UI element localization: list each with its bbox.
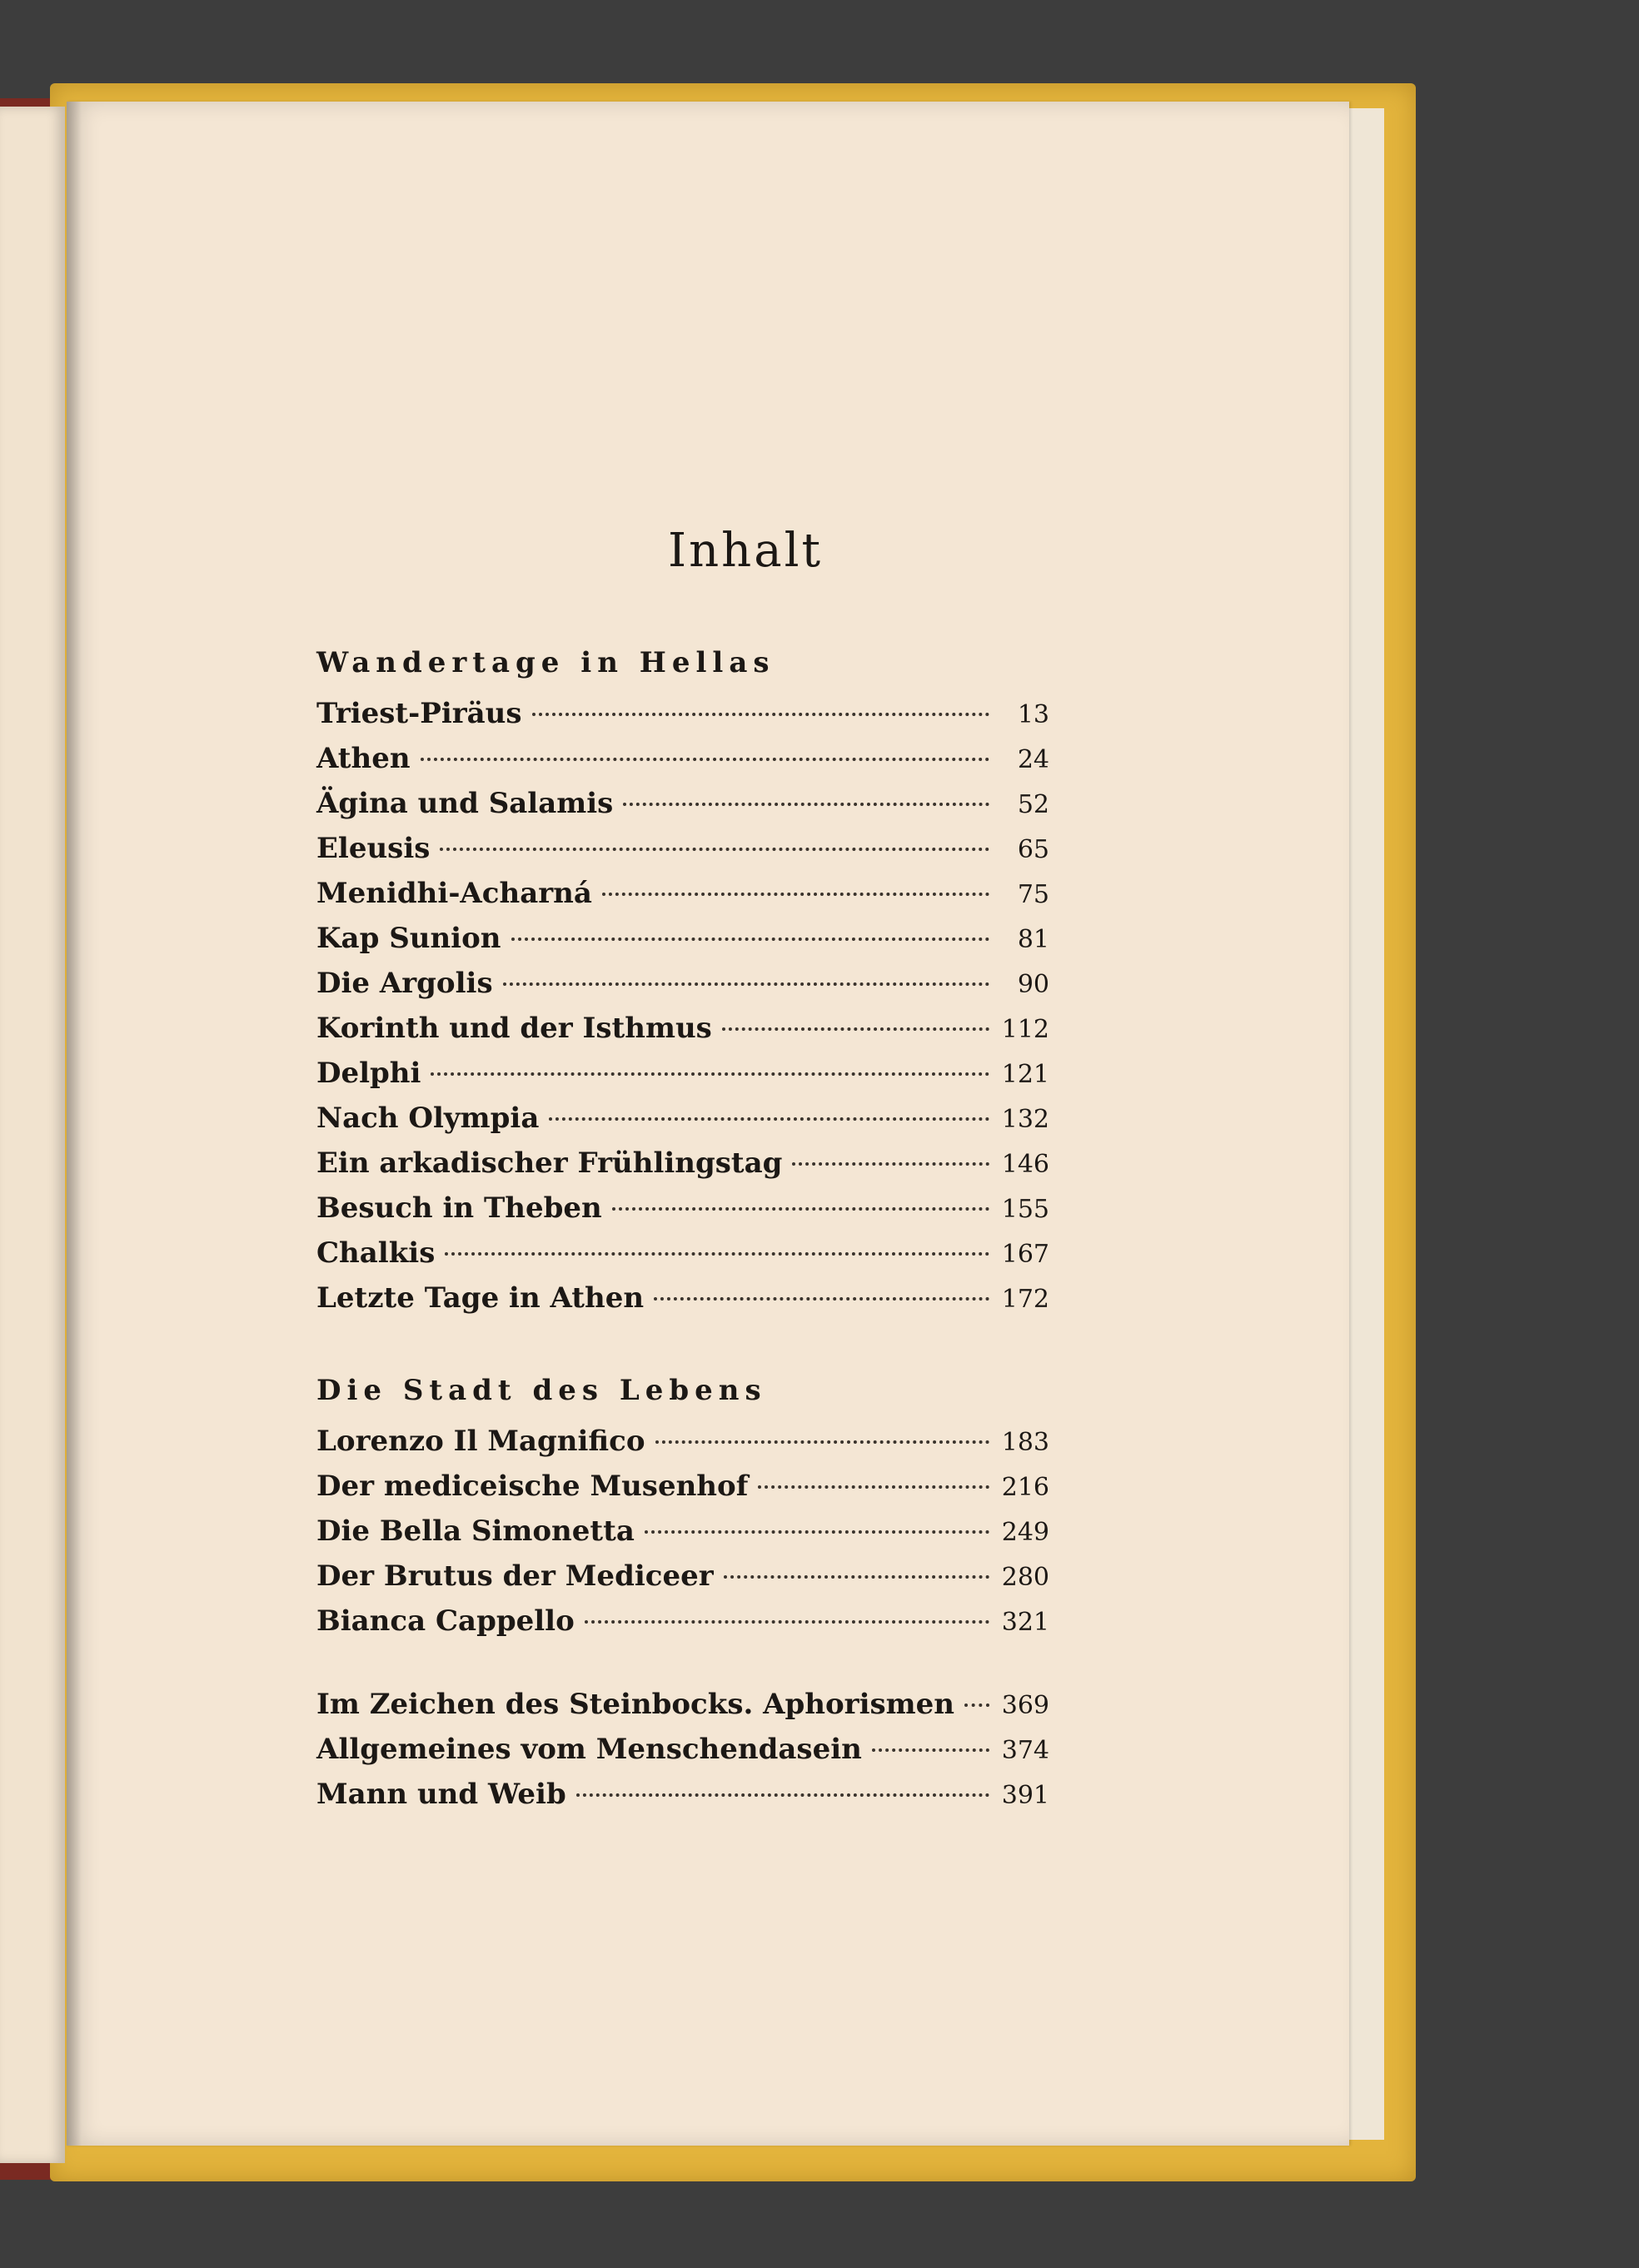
entry-title: Letzte Tage in Athen xyxy=(316,1281,645,1315)
dot-leader xyxy=(724,1575,989,1579)
toc-entry xyxy=(316,826,1049,871)
dot-leader xyxy=(758,1485,989,1489)
dot-leader xyxy=(602,893,989,896)
entry-page-number: 146 xyxy=(1001,1150,1049,1179)
entry-page-number: 132 xyxy=(1001,1105,1049,1134)
entry-page-number: 280 xyxy=(1001,1563,1049,1592)
toc-entry xyxy=(316,1419,1049,1464)
entry-title: Chalkis xyxy=(316,1236,436,1270)
toc-entry xyxy=(316,691,1049,736)
table-of-contents xyxy=(316,518,1049,1817)
dot-leader xyxy=(421,758,989,761)
entry-page-number: 75 xyxy=(1017,880,1049,909)
toc-entry xyxy=(316,1096,1049,1141)
entry-title: Delphi xyxy=(316,1057,421,1090)
dot-leader xyxy=(576,1793,989,1797)
toc-entry xyxy=(316,1006,1049,1051)
dot-leader xyxy=(964,1703,989,1707)
toc-entry xyxy=(316,1231,1049,1276)
dot-leader xyxy=(792,1162,989,1166)
page-title: Inhalt xyxy=(667,524,824,578)
page-gutter xyxy=(67,102,82,2146)
toc-entry xyxy=(316,1727,1049,1772)
dot-leader xyxy=(612,1207,989,1211)
dot-leader xyxy=(549,1117,989,1121)
entry-title: Bianca Cappello xyxy=(316,1604,575,1638)
entry-page-number: 155 xyxy=(1001,1195,1049,1224)
dot-leader xyxy=(532,713,989,716)
entry-title: Die Bella Simonetta xyxy=(316,1514,635,1548)
dot-leader xyxy=(872,1748,989,1752)
section-heading: Wandertage in Hellas xyxy=(316,646,775,679)
dot-leader xyxy=(503,982,989,986)
entry-title: Eleusis xyxy=(316,832,431,865)
entry-title: Nach Olympia xyxy=(316,1102,540,1135)
entry-title: Besuch in Theben xyxy=(316,1191,602,1225)
entry-title: Athen xyxy=(316,742,411,775)
entry-page-number: 391 xyxy=(1001,1781,1049,1810)
section-spacer xyxy=(316,1321,1049,1369)
dot-leader xyxy=(722,1027,989,1031)
dot-leader xyxy=(445,1252,989,1256)
entry-page-number: 112 xyxy=(1001,1015,1049,1044)
toc-entry xyxy=(316,1772,1049,1817)
entry-page-number: 81 xyxy=(1017,925,1049,954)
entry-page-number: 13 xyxy=(1017,700,1049,729)
entry-page-number: 369 xyxy=(1001,1691,1049,1720)
dot-leader xyxy=(440,848,989,851)
entry-title: Korinth und der Isthmus xyxy=(316,1012,712,1045)
toc-entry xyxy=(316,1276,1049,1321)
entry-page-number: 374 xyxy=(1001,1736,1049,1765)
entry-title: Allgemeines vom Menschendasein xyxy=(316,1733,862,1766)
toc-entry xyxy=(316,1682,1049,1727)
toc-entry xyxy=(316,736,1049,781)
entry-page-number: 216 xyxy=(1001,1473,1049,1502)
entry-page-number: 321 xyxy=(1001,1608,1049,1637)
toc-entry xyxy=(316,781,1049,826)
entry-title: Triest-Piräus xyxy=(316,697,522,730)
dot-leader xyxy=(623,803,989,806)
toc-entry xyxy=(316,916,1049,961)
toc-entry xyxy=(316,1554,1049,1599)
facing-page-edge xyxy=(0,107,65,2163)
entry-page-number: 24 xyxy=(1017,745,1049,774)
toc-entry xyxy=(316,1186,1049,1231)
dot-leader xyxy=(511,938,990,941)
toc-entry xyxy=(316,1051,1049,1096)
entry-title: Im Zeichen des Steinbocks. Aphorismen xyxy=(316,1688,954,1721)
entry-title: Mann und Weib xyxy=(316,1778,566,1811)
dot-leader xyxy=(645,1530,989,1534)
entry-title: Menidhi-Acharná xyxy=(316,877,592,910)
entry-page-number: 167 xyxy=(1001,1240,1049,1269)
dot-leader xyxy=(431,1072,989,1076)
entry-title: Ägina und Salamis xyxy=(316,787,614,820)
toc-entry xyxy=(316,871,1049,916)
entry-title: Ein arkadischer Frühlingstag xyxy=(316,1146,783,1180)
entry-page-number: 249 xyxy=(1001,1518,1049,1547)
entry-page-number: 183 xyxy=(1001,1428,1049,1457)
toc-entry xyxy=(316,1141,1049,1186)
entry-title: Der Brutus der Mediceer xyxy=(316,1559,714,1593)
toc-entry xyxy=(316,961,1049,1006)
entry-page-number: 121 xyxy=(1001,1060,1049,1089)
dot-leader xyxy=(585,1620,989,1624)
entry-title: Lorenzo Il Magnifico xyxy=(316,1425,645,1458)
toc-entry xyxy=(316,1599,1049,1644)
entry-page-number: 52 xyxy=(1017,790,1049,819)
section-spacer xyxy=(316,1644,1049,1682)
toc-entry xyxy=(316,1464,1049,1509)
entry-title: Kap Sunion xyxy=(316,922,501,955)
contents-page xyxy=(67,102,1349,2146)
dot-leader xyxy=(654,1297,989,1301)
entry-title: Die Argolis xyxy=(316,967,493,1000)
section-heading: Die Stadt des Lebens xyxy=(316,1374,767,1407)
entry-page-number: 172 xyxy=(1001,1285,1049,1314)
toc-entry xyxy=(316,1509,1049,1554)
entry-page-number: 90 xyxy=(1017,970,1049,999)
entry-title: Der mediceische Musenhof xyxy=(316,1470,749,1503)
entry-page-number: 65 xyxy=(1017,835,1049,864)
dot-leader xyxy=(655,1440,989,1444)
